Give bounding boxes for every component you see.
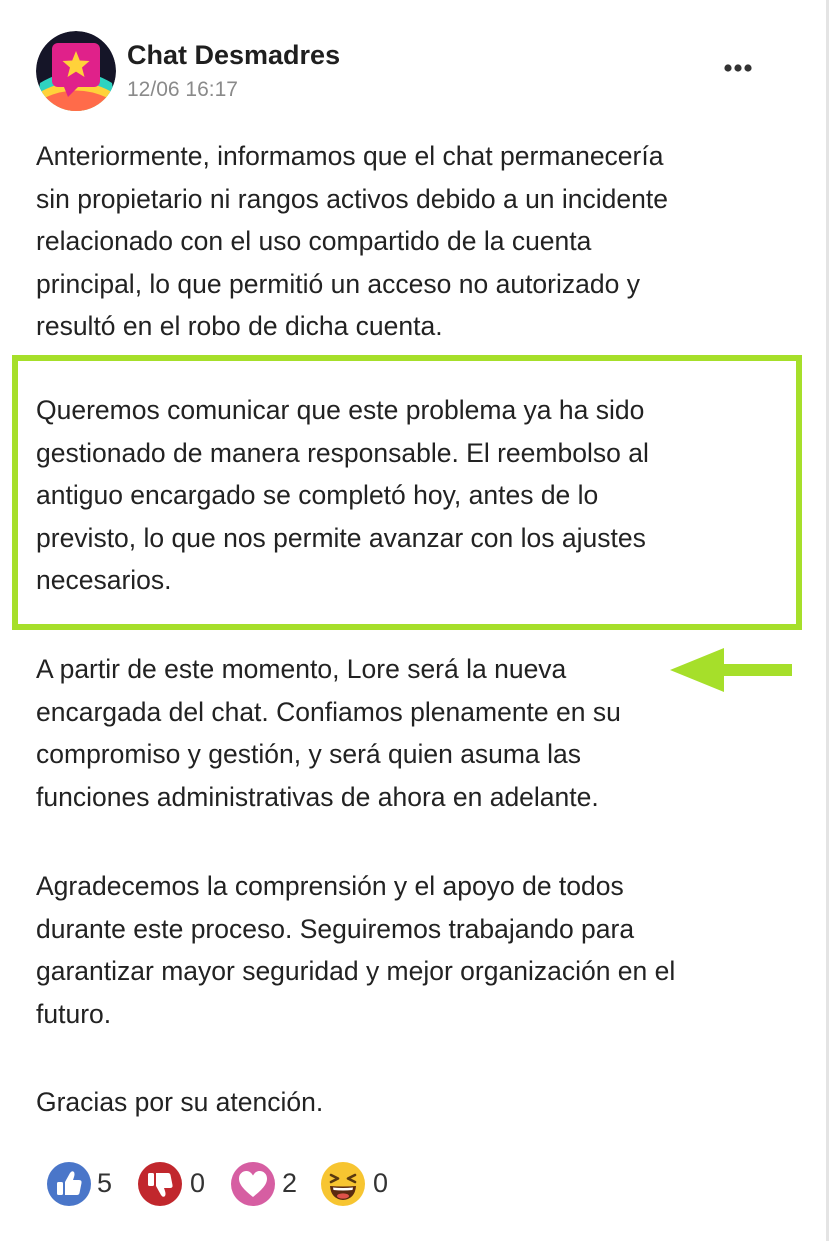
author-name[interactable]: Chat Desmadres — [127, 40, 341, 70]
text-line: resultó en el robo de dicha cuenta. — [36, 311, 443, 341]
text-line: Queremos comunicar que este problema ya ha sido — [36, 395, 645, 425]
post-timestamp: 12/06 16:17 — [127, 78, 238, 101]
text-line: encargada del chat. Confiamos plenamente en su — [36, 696, 621, 727]
chat-bubble-star-logo — [36, 31, 116, 111]
text-line: durante este proceso. Seguiremos trabajando para — [36, 913, 635, 944]
text-line: sin propietario ni rangos activos debido a un incidente — [36, 183, 668, 214]
text-line: relacionado con el uso compartido de la cuenta — [36, 226, 592, 256]
text-line: compromiso y gestión, y será quien asuma las — [36, 739, 581, 769]
thumbs-up-icon — [46, 1161, 92, 1207]
text-line: antiguo encargado se completó hoy, antes de lo — [36, 480, 599, 510]
text-line: garantizar mayor seguridad y mejor organización en el — [36, 956, 676, 986]
thumbs-down-icon — [137, 1161, 183, 1207]
author-avatar[interactable] — [36, 31, 116, 111]
reaction-laugh-button[interactable] — [320, 1160, 400, 1208]
text-line: previsto, lo que nos permite avanzar con los ajustes — [36, 522, 646, 553]
post-options-button[interactable] — [716, 52, 760, 84]
text-line: Gracias por su atención. — [36, 1087, 324, 1117]
laugh-count: 0 — [373, 1168, 389, 1198]
reaction-love-button[interactable] — [230, 1160, 310, 1208]
heart-icon — [230, 1161, 276, 1207]
dislike-count: 0 — [190, 1168, 206, 1198]
post-paragraph — [36, 648, 621, 818]
arrow-annotation-icon — [666, 644, 796, 696]
reaction-like-button[interactable] — [46, 1160, 126, 1208]
laughing-face-icon — [320, 1161, 366, 1207]
post-paragraph — [36, 865, 675, 1035]
post-paragraph — [36, 1081, 323, 1124]
love-count: 2 — [282, 1168, 298, 1198]
text-line: futuro. — [36, 998, 112, 1029]
text-line: A partir de este momento, Lore será la nueva — [36, 654, 567, 684]
text-line: necesarios. — [36, 565, 172, 595]
post-paragraph — [36, 135, 668, 348]
text-line: Agradecemos la comprensión y el apoyo de todos — [36, 871, 624, 901]
text-line: principal, lo que permitió un acceso no autorizado y — [36, 268, 640, 299]
text-line: gestionado de manera responsable. El reembolso al — [36, 437, 649, 468]
text-line: Anteriormente, informamos que el chat permanecería — [36, 141, 664, 171]
more-dots-icon — [716, 52, 760, 84]
like-count: 5 — [97, 1168, 113, 1198]
text-line: funciones administrativas de ahora en adelante. — [36, 781, 599, 812]
reaction-dislike-button[interactable] — [137, 1160, 217, 1208]
highlight-annotation-box — [12, 355, 802, 630]
